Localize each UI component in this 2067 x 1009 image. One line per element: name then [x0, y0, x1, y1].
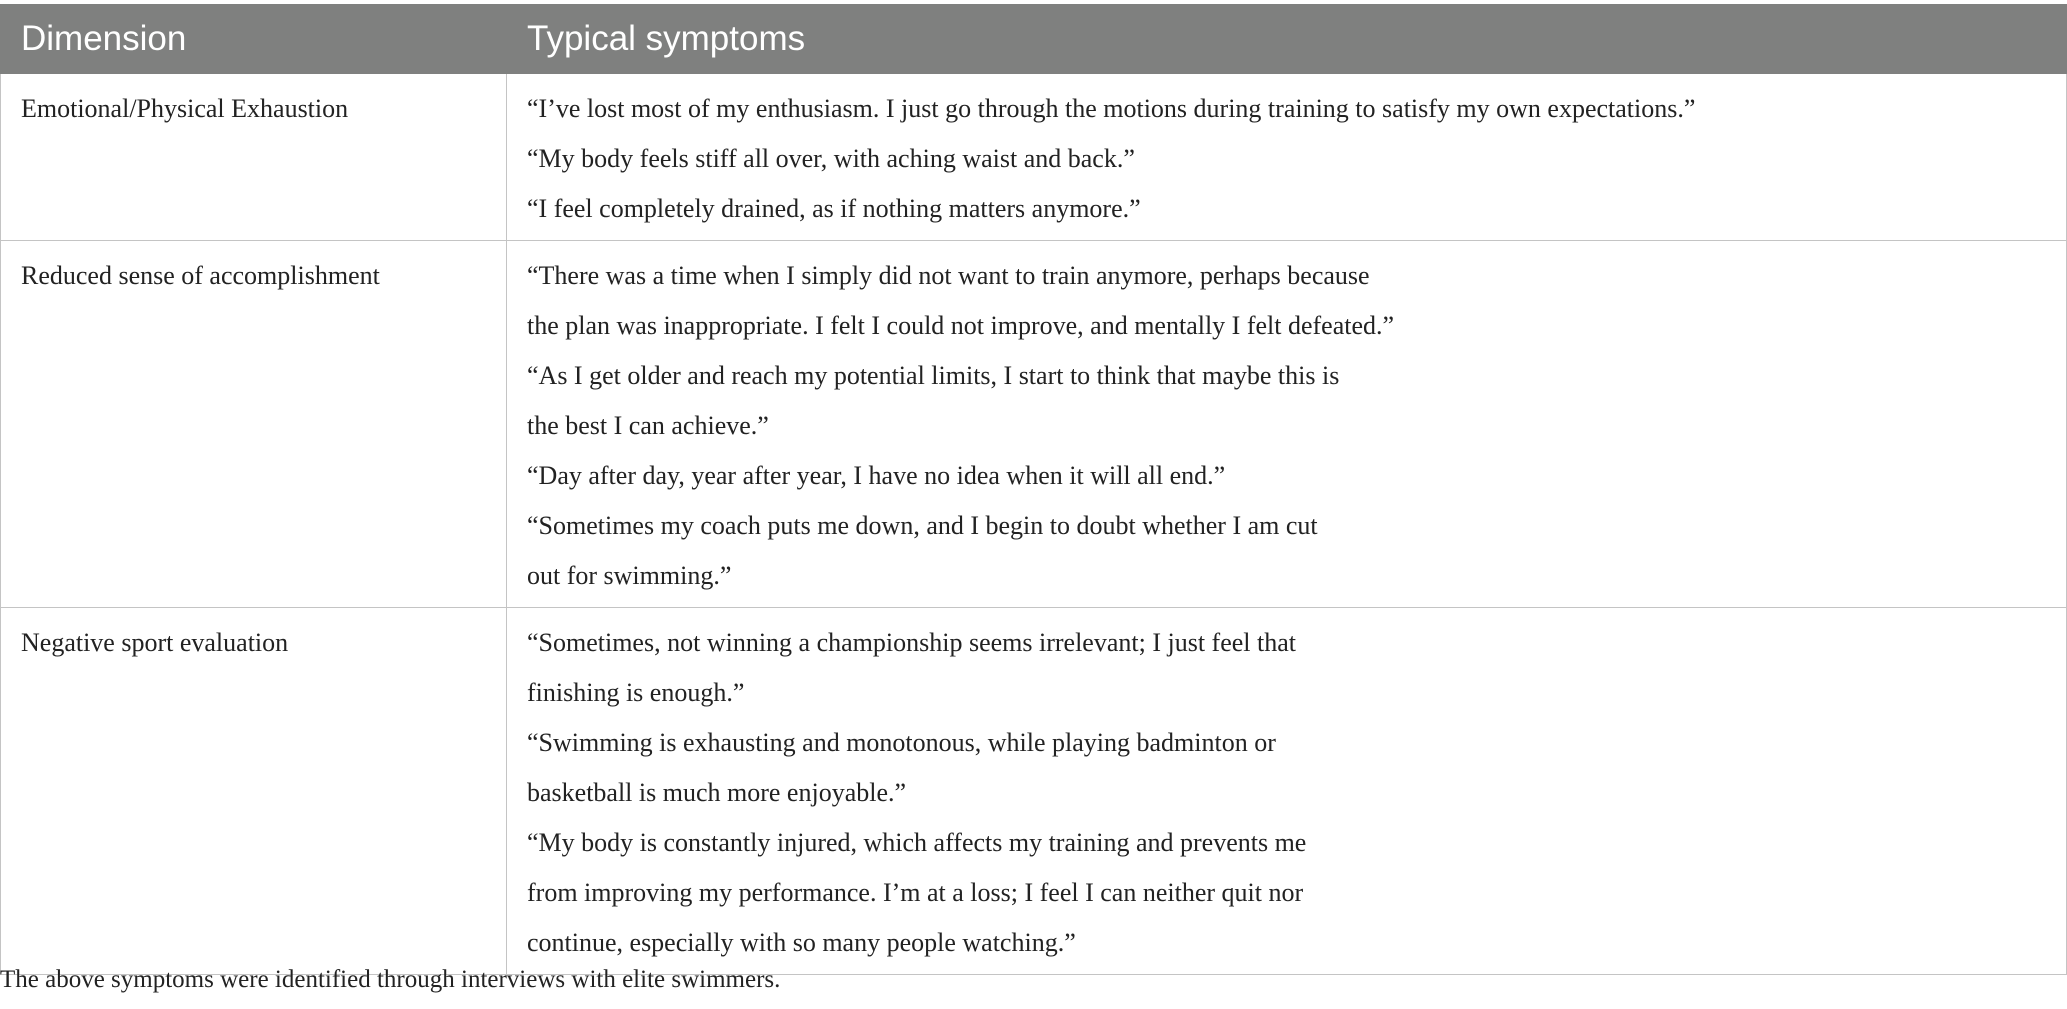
symptom-quote-line: “I’ve lost most of my enthusiasm. I just go through the motions during training to satisfy my own expectations.”: [527, 94, 1696, 123]
header-dimension: Dimension: [1, 5, 507, 74]
dimension-cell: [1, 608, 507, 975]
symptoms-cell: [507, 608, 2067, 975]
symptoms-cell: [507, 241, 2067, 608]
symptom-quote-line: “My body is constantly injured, which affects my training and prevents me: [527, 828, 1307, 857]
symptom-quote-line: the best I can achieve.”: [527, 411, 769, 440]
symptom-quote-line: “Day after day, year after year, I have no idea when it will all end.”: [527, 461, 1226, 490]
dimension-label: Emotional/Physical Exhaustion: [21, 94, 349, 123]
symptom-quote-line: “There was a time when I simply did not want to train anymore, perhaps because: [527, 261, 1370, 290]
table-footnote: The above symptoms were identified through interviews with elite swimmers.: [0, 966, 781, 993]
table-row: [1, 74, 2067, 241]
symptom-quote-line: “As I get older and reach my potential limits, I start to think that maybe this is: [527, 361, 1340, 390]
symptom-quote-line: from improving my performance. I’m at a loss; I feel I can neither quit nor: [527, 878, 1304, 907]
header-row: [1, 5, 2067, 74]
table-row: [1, 608, 2067, 975]
symptom-quote-line: out for swimming.”: [527, 561, 732, 590]
symptom-quote-line: the plan was inappropriate. I felt I could not improve, and mentally I felt defeated.”: [527, 311, 1395, 340]
symptom-quote-line: “Swimming is exhausting and monotonous, while playing badminton or: [527, 728, 1276, 757]
dimension-label: Reduced sense of accomplishment: [21, 261, 380, 290]
symptom-quote-line: “My body feels stiff all over, with aching waist and back.”: [527, 144, 1135, 173]
dimension-label: Negative sport evaluation: [21, 628, 289, 657]
symptom-quote-line: continue, especially with so many people watching.”: [527, 928, 1076, 957]
symptoms-cell: [507, 74, 2067, 241]
symptom-quote-line: “I feel completely drained, as if nothing matters anymore.”: [527, 194, 1141, 223]
symptom-quote-line: basketball is much more enjoyable.”: [527, 778, 907, 807]
table-row: [1, 241, 2067, 608]
symptom-quote-line: “Sometimes my coach puts me down, and I begin to doubt whether I am cut: [527, 511, 1318, 540]
header-typical-symptoms: Typical symptoms: [507, 5, 2067, 74]
symptom-quote-line: “Sometimes, not winning a championship seems irrelevant; I just feel that: [527, 628, 1296, 657]
symptom-quote-line: finishing is enough.”: [527, 678, 745, 707]
table-body: [1, 74, 2067, 975]
symptoms-table-container: [0, 4, 2066, 975]
dimension-cell: [1, 241, 507, 608]
symptoms-table: [0, 4, 2067, 975]
dimension-cell: [1, 74, 507, 241]
table-header: [1, 5, 2067, 74]
